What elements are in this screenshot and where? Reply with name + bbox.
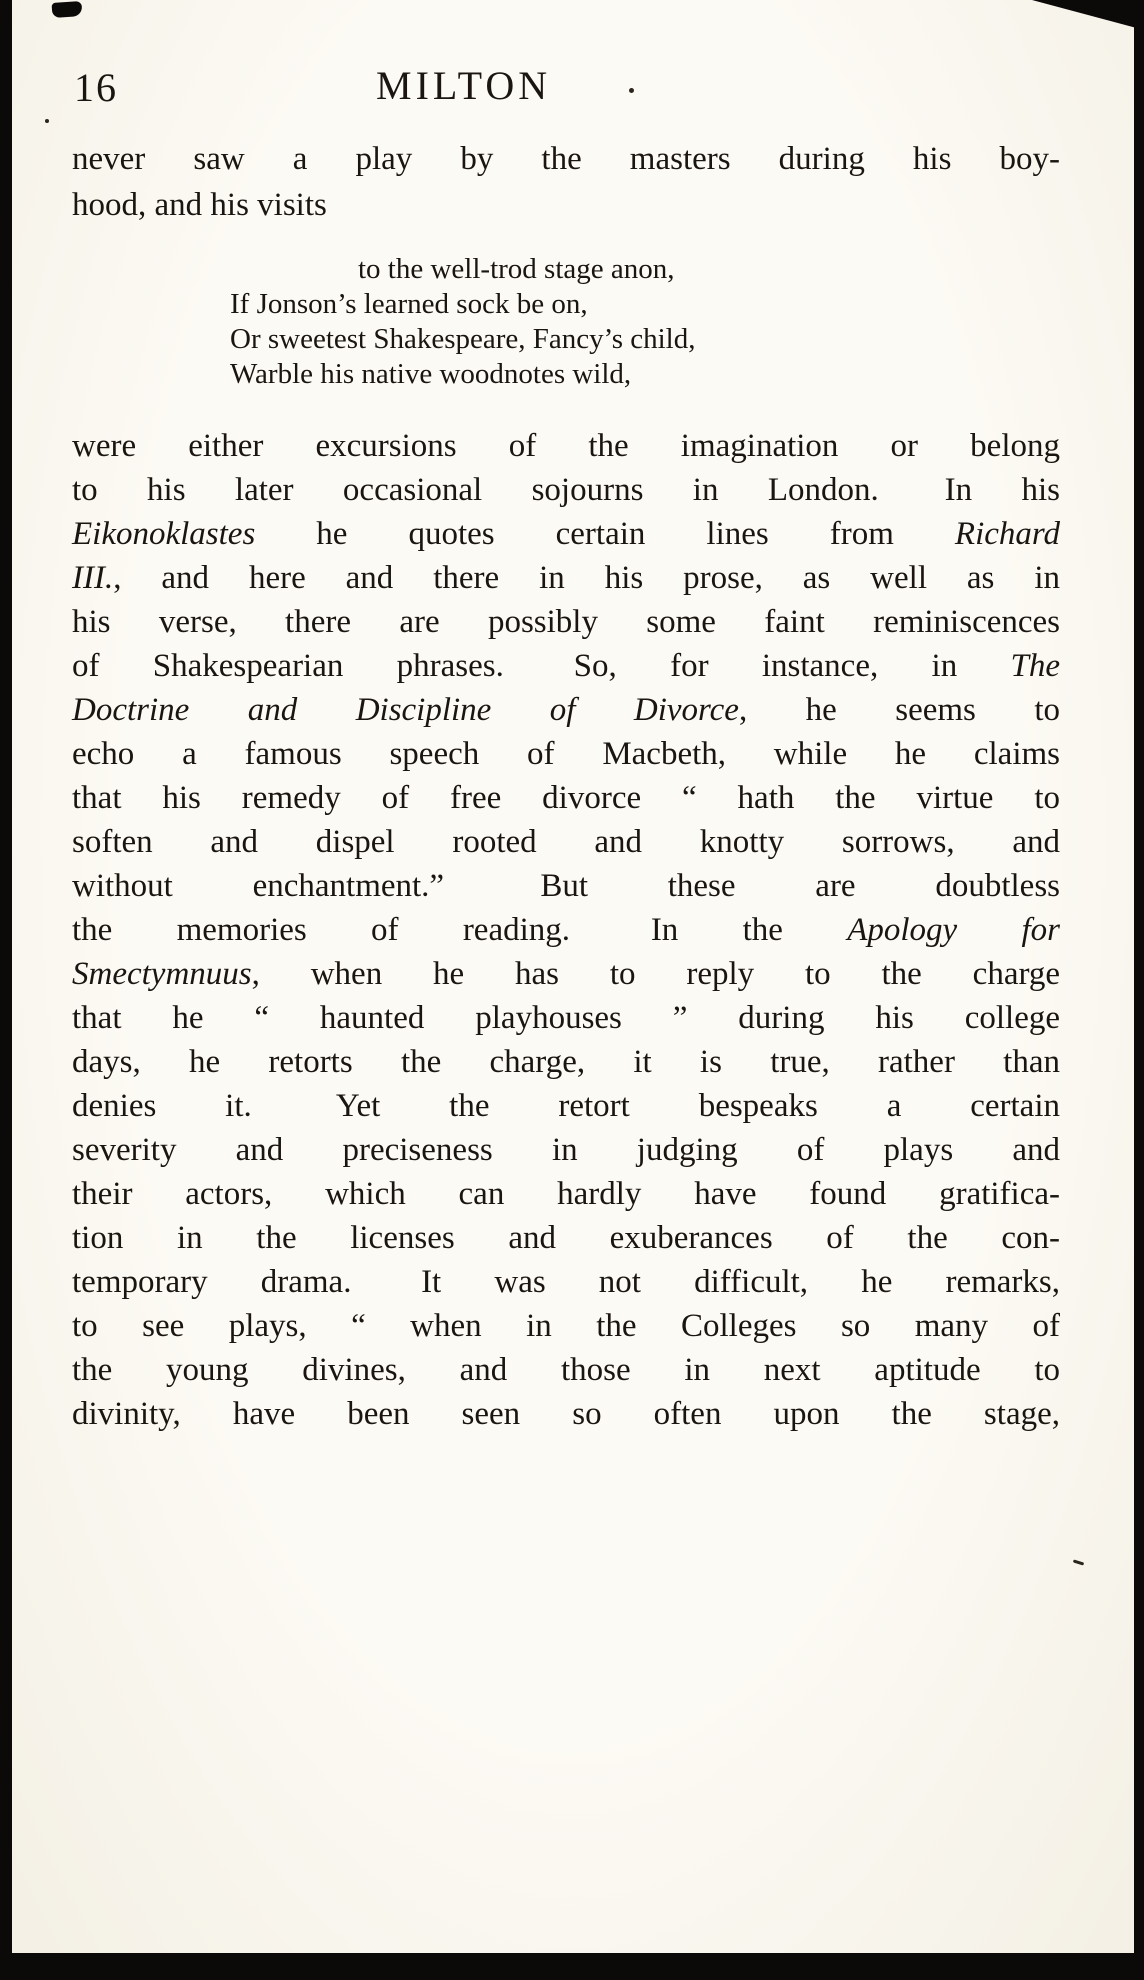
text-line <box>72 182 1060 228</box>
text-line <box>72 776 1060 820</box>
text-run: , and here and there in his prose, as well as in <box>113 560 1060 596</box>
text-run: Richard <box>954 516 1060 552</box>
running-title: MILTON <box>376 63 552 108</box>
text-run: denies it. Yet the retort bespeaks a certain <box>72 1088 1060 1124</box>
scan-edge-left <box>0 0 12 1980</box>
text-run: III. <box>72 560 114 596</box>
text-line <box>72 468 1060 512</box>
paragraph-main <box>72 424 1060 1436</box>
text-run: never saw a play by the masters during his boy- <box>72 141 1060 177</box>
text-run: Smectymnuus <box>72 956 252 992</box>
text-run: were either excursions of the imagination or belong <box>72 428 1060 464</box>
verse-line: Or sweetest Shakespeare, Fancy’s child, <box>230 323 696 355</box>
paragraph-opening <box>72 136 1060 228</box>
page-number: 16 <box>74 65 118 110</box>
text-line <box>72 688 1060 732</box>
scan-artifact-dot <box>629 88 634 93</box>
scan-artifact-top-left <box>52 1 83 18</box>
scan-corner-top-right <box>1032 0 1144 30</box>
text-line <box>72 1172 1060 1216</box>
page-text <box>72 136 1060 1436</box>
text-line <box>72 864 1060 908</box>
text-run: tion in the licenses and exuberances of the con- <box>72 1220 1060 1256</box>
text-run: to his later occasional sojourns in London. In his <box>72 472 1060 508</box>
text-run: hood, and his visits <box>72 187 327 223</box>
text-line <box>72 1040 1060 1084</box>
text-run: , he seems to <box>738 692 1060 728</box>
text-line <box>72 996 1060 1040</box>
text-run: that his remedy of free divorce “ hath the virtue to <box>72 780 1060 816</box>
text-run: the memories of reading. In the <box>72 912 848 948</box>
text-line <box>72 908 1060 952</box>
text-line <box>72 1392 1060 1436</box>
text-line <box>72 644 1060 688</box>
text-line <box>72 600 1060 644</box>
text-line <box>72 1304 1060 1348</box>
scan-artifact-dash <box>1073 1559 1084 1565</box>
text-run: Apology for <box>847 912 1060 948</box>
text-run: his verse, there are possibly some faint reminiscences <box>72 604 1060 640</box>
text-run: he quotes certain lines from <box>255 516 955 552</box>
text-run: their actors, which can hardly have found gratifica- <box>72 1176 1060 1212</box>
scan-artifact-dot <box>45 119 49 123</box>
text-line <box>72 136 1060 182</box>
text-run: divinity, have been seen so often upon the stage, <box>72 1396 1060 1432</box>
text-line <box>72 1348 1060 1392</box>
text-run: echo a famous speech of Macbeth, while he claims <box>72 736 1060 772</box>
text-run: , when he has to reply to the charge <box>251 956 1060 992</box>
text-run: Eikonoklastes <box>72 516 256 552</box>
text-run: of Shakespearian phrases. So, for instance, in <box>72 648 1011 684</box>
scan-edge-right <box>1134 0 1144 1980</box>
text-line <box>72 952 1060 996</box>
verse-line: to the well-trod stage anon, <box>358 253 675 285</box>
scan-edge-bottom <box>0 1953 1144 1980</box>
text-line <box>72 556 1060 600</box>
text-line <box>72 732 1060 776</box>
text-line <box>72 820 1060 864</box>
text-run: the young divines, and those in next aptitude to <box>72 1352 1060 1388</box>
text-run: Doctrine and Discipline of Divorce <box>72 692 739 728</box>
text-run: to see plays, “ when in the Colleges so many of <box>72 1308 1060 1344</box>
verse-line: If Jonson’s learned sock be on, <box>230 288 588 320</box>
text-run: temporary drama. It was not difficult, he remarks, <box>72 1264 1060 1300</box>
verse-line: Warble his native woodnotes wild, <box>230 358 632 390</box>
text-run: days, he retorts the charge, it is true, rather than <box>72 1044 1060 1080</box>
text-line <box>72 424 1060 468</box>
text-run: without enchantment.” But these are doubtless <box>72 868 1060 904</box>
text-run: The <box>1010 648 1060 684</box>
text-line <box>72 1084 1060 1128</box>
text-run: that he “ haunted playhouses ” during his college <box>72 1000 1060 1036</box>
text-line <box>72 1128 1060 1172</box>
text-run: soften and dispel rooted and knotty sorrows, and <box>72 824 1060 860</box>
text-line <box>72 1260 1060 1304</box>
text-line <box>72 1216 1060 1260</box>
verse-quotation <box>230 252 1060 392</box>
text-run: severity and preciseness in judging of plays and <box>72 1132 1060 1168</box>
text-line <box>72 512 1060 556</box>
